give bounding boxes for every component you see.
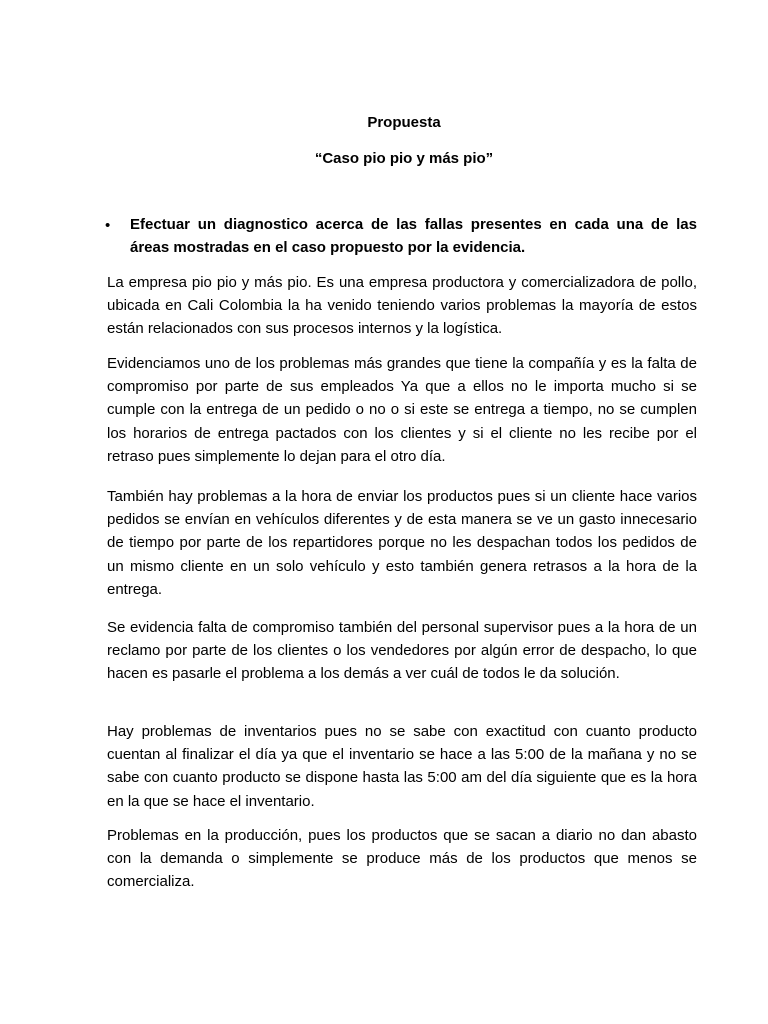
paragraph: Se evidencia falta de compromiso también del personal supervisor pues a la hora de un reclamo por parte de los clientes o los vendedores por algún error de despacho, lo que hacen es pasarle el problema a los demás a ver cuál de todos le da solución. bbox=[107, 619, 697, 683]
paragraph: Hay problemas de inventarios pues no se sabe con exactitud con cuanto producto cuentan al finalizar el día ya que el inventario se hace a las 5:00 de la mañana y no se sabe con cuanto producto se dispone hasta las 5:00 am del día siguiente que es la hora en la que se hace el inventario. bbox=[107, 723, 697, 810]
document-subtitle: “Caso pio pio y más pio” bbox=[314, 150, 494, 167]
paragraph: La empresa pio pio y más pio. Es una empresa productora y comercializadora de pollo, ubicada en Cali Colombia la ha venido teniendo varios problemas la mayoría de estos están relacionados con sus procesos internos y la logística. bbox=[107, 274, 697, 338]
bullet-text: Efectuar un diagnostico acerca de las fallas presentes en cada una de las áreas mostradas en el caso propuesto por la evidencia. bbox=[130, 216, 697, 256]
document-title: Propuesta bbox=[367, 114, 441, 131]
paragraph: Evidenciamos uno de los problemas más grandes que tiene la compañía y es la falta de compromiso por parte de sus empleados Ya que a ellos no le importa mucho si se cumple con la entrega de un pedido o no o si este se entrega a tiempo, no se cumplen los horarios de entrega pactados con los clientes y si el cliente no les recibe por el retraso pues simplemente lo dejan para el otro día. bbox=[107, 355, 697, 465]
bullet-item bbox=[105, 213, 697, 259]
bullet-dot-icon: • bbox=[105, 217, 111, 234]
paragraph: También hay problemas a la hora de enviar los productos pues si un cliente hace varios pedidos se envían en vehículos diferentes y de esta manera se ve un gasto innecesario de tiempo por parte de los repartidores porque no les despachan todos los pedidos de un mismo cliente en un solo vehículo y esto también genera retrasos a la hora de la entrega. bbox=[107, 488, 697, 598]
paragraph: Problemas en la producción, pues los productos que se sacan a diario no dan abasto con la demanda o simplemente se produce más de los productos que menos se comercializa. bbox=[107, 827, 697, 891]
